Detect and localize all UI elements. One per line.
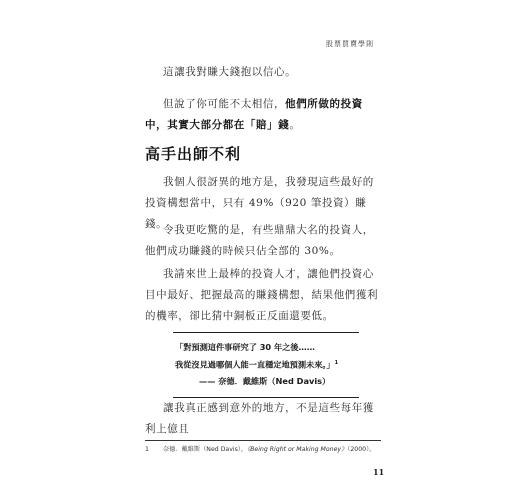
paragraph-1 bbox=[145, 62, 381, 83]
quote-line-1: 「對預測這件事研究了 30 年之後…… bbox=[175, 342, 315, 352]
paragraph-2-bold: 他們所做的投資中，其實大 bbox=[145, 98, 363, 131]
paragraph-1-text: 這讓我對賺大錢抱以信心。 bbox=[163, 66, 297, 78]
footnote-number: 1 bbox=[145, 446, 149, 453]
page-number: 11 bbox=[373, 467, 385, 477]
paragraph-5: 我請來世上最棒的投資人才，讓他們投資心目中最好、把握最高的賺錢構想，結果他們獲利的機率，卻比猜中銅板正反面還要低。 bbox=[145, 268, 379, 322]
footnote-author: 奈德．戴維斯（Ned Davis）， bbox=[163, 446, 248, 453]
paragraph-2-bold-cont: 部分都在「賠」錢 bbox=[200, 119, 290, 131]
quote-line-2-text: 我從沒見過哪個人能一直穩定地預測未來。」 bbox=[175, 359, 335, 370]
paragraph-2 bbox=[145, 94, 381, 136]
footnote-reference[interactable]: 1 bbox=[334, 360, 339, 366]
paragraph-4: 令我更吃驚的是，有些鼎鼎大名的投資人，他們成功賺錢的時候只佔全部的 30%。 bbox=[145, 224, 374, 257]
pull-quote bbox=[173, 332, 359, 398]
quote-attribution: —— 奈德．戴維斯（Ned Davis） bbox=[199, 375, 331, 386]
paragraph-2-normal: 但說了你可能不太相信， bbox=[163, 98, 286, 110]
paragraph-3: 我個人很訝異的地方是，我發現這些最好的投資構想當中，只有 49%（920 筆投資）賺錢。 bbox=[145, 176, 374, 230]
footnote-year: （2000）。 bbox=[347, 446, 376, 453]
footnote bbox=[145, 444, 385, 453]
running-header: 股票買賣學則 bbox=[326, 40, 374, 48]
paragraph-6: 讓我真正感到意外的地方，不是這些每年獲利上億且 bbox=[145, 402, 374, 435]
section-heading: 高手出師不利 bbox=[145, 145, 242, 163]
footnote-book-title: 《Being Right or Making Money》 bbox=[247, 446, 348, 453]
footnote-divider bbox=[145, 440, 381, 441]
quote-line-2 bbox=[173, 355, 359, 373]
paragraph-2-end: 。 bbox=[289, 119, 301, 131]
